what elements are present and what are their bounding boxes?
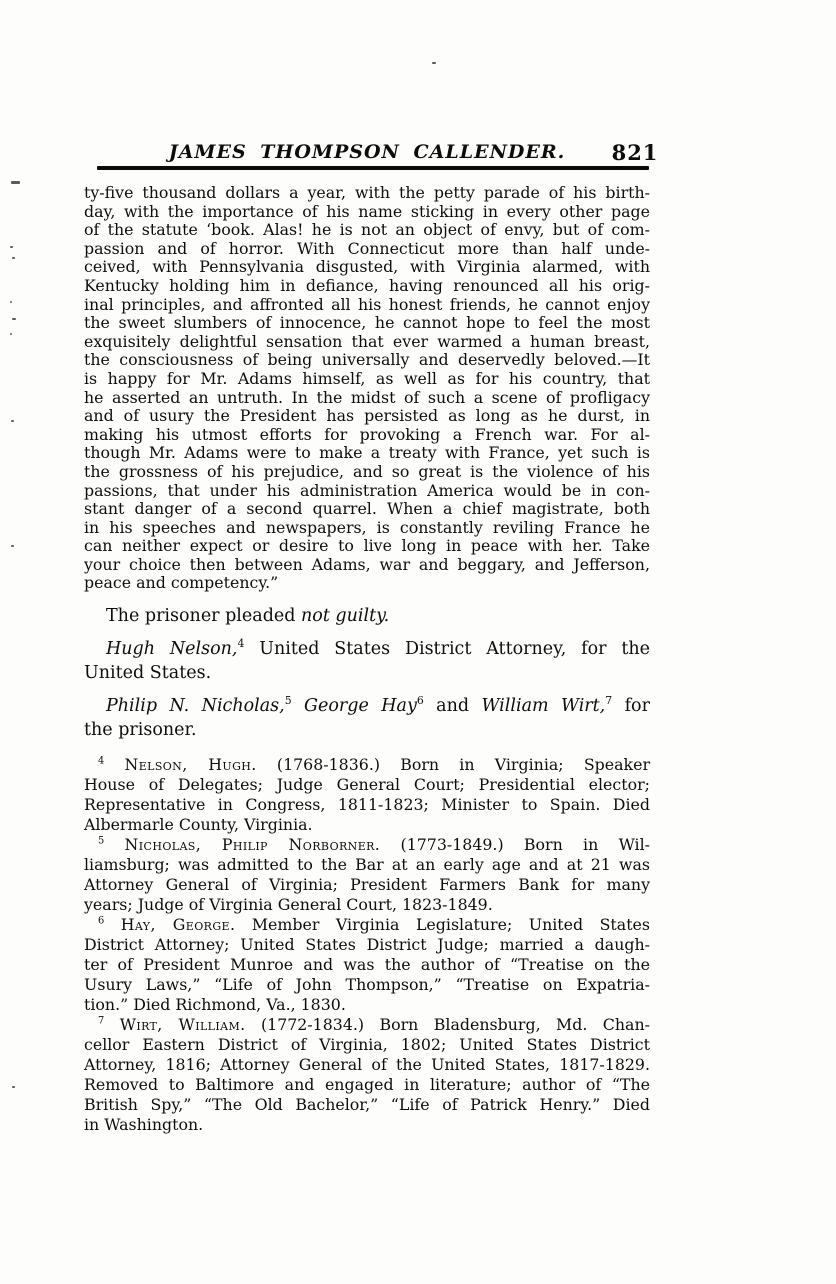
text-segment: Albermarle County, Virginia. [84,815,313,834]
footnote-line [84,1015,650,1035]
quote-line [84,482,650,501]
page-number: 821 [611,140,659,165]
footnote [84,835,650,915]
text-segment: and of usury the President has persisted as long as he durst, in [84,406,650,426]
italic-text: Philip N. Nicholas, [106,696,285,716]
quote-line [84,574,650,593]
quote-line [84,277,650,296]
text-segment: Attorney, 1816; Attorney General of the United States, 1817-1829. [84,1055,650,1074]
quote-line [84,407,650,426]
quote-line [84,500,650,519]
text-segment: ceived, with Pennsylvania disgusted, with Virginia alarmed, with [84,257,650,277]
text-segment: United States. [84,663,212,683]
scan-artifact [10,246,13,248]
scan-artifact [12,257,15,259]
text-segment: the sweet slumbers of innocence, he cannot hope to feel the most [84,313,650,333]
text-segment: exquisitely delightful sensation that ever warmed a human breast, [84,331,650,351]
text-segment: Member Virginia Legislature; United States [235,915,650,934]
footnote-line [84,855,650,875]
text-segment: though Mr. Adams were to make a treaty with France, yet such is [84,443,650,463]
text-segment: cellor Eastern District of Virginia, 1802; United States District [84,1035,650,1054]
footnote-line [84,875,650,895]
text-segment [104,1015,119,1034]
footnote [84,755,650,835]
text-segment: Kentucky holding him in defiance, having renounced all his orig- [84,275,650,295]
text-segment: inal principles, and affronted all his honest friends, he cannot enjoy [84,294,650,314]
text-segment: (1768-1836.) Born in Virginia; Speaker [256,755,650,774]
footnote-line [84,1075,650,1095]
text-segment: your choice then between Adams, war and beggary, and Jefferson, [84,554,650,574]
paragraph-line [84,694,650,718]
page-header [84,141,650,167]
text-segment: Usury Laws,” “Life of John Thompson,” “Treatise on Expatria- [84,975,650,994]
quote-line [84,333,650,352]
footnote-line [84,935,650,955]
footnote-ref: 4 [98,755,105,767]
text-segment: ty-five thousand dollars a year, with the petty parade of his birth- [84,183,650,202]
footnote [84,1015,650,1135]
footnote-ref: 6 [416,694,424,708]
text-segment: ter of President Munroe and was the author of “Treatise on the [84,955,650,974]
italic-text: George Hay [304,696,417,716]
italic-text: Hugh Nelson, [106,639,238,659]
scan-artifact [432,62,436,64]
quote-line [84,444,650,463]
text-segment: stant danger of a second quarrel. When a chief magistrate, both [84,499,650,519]
text-segment: years; Judge of Virginia General Court, 1823-1849. [84,895,493,914]
footnote-line [84,915,650,935]
footnote-line [84,835,650,855]
footnote-line [84,955,650,975]
paragraph [84,604,650,628]
text-segment: tion.” Died Richmond, Va., 1830. [84,995,346,1014]
text-segment: making his utmost efforts for provoking a French war. For al- [84,424,650,444]
quote-line [84,519,650,538]
text-segment: the consciousness of being universally and deservedly beloved.—It [84,350,650,370]
text-segment: the prisoner. [84,720,197,740]
paragraph-line [84,604,650,628]
quote-line [84,351,650,370]
footnote-ref: 4 [237,637,245,651]
quote-line [84,240,650,259]
text-segment [104,755,124,774]
footnote-line [84,995,650,1015]
scan-artifact [11,420,14,422]
scan-artifact [11,181,20,184]
footnote-line [84,1035,650,1055]
quote-line [84,370,650,389]
scan-artifact [10,301,12,303]
quote-line [84,556,650,575]
footnote-ref: 5 [284,694,292,708]
quote-line [84,389,650,408]
text-segment: passions, that under his administration America would be in con- [84,480,650,500]
scan-artifact [10,333,12,335]
quote-line [84,203,650,222]
footnote-ref: 6 [98,915,105,927]
text-segment: in Washington. [84,1115,204,1134]
text-segment: the grossness of his prejudice, and so great is the violence of his [84,461,650,481]
scan-artifact [12,1086,15,1088]
text-segment: Attorney General of Virginia; President Farmers Bank for many [84,875,650,894]
quote-line [84,426,650,445]
text-segment: of the statute ‘book. Alas! he is not an object of envy, but of com- [84,220,650,240]
quote-line [84,184,650,203]
quote-line [84,314,650,333]
plea-and-counsel-section [84,604,650,751]
footnote-line [84,895,650,915]
text-segment: liamsburg; was admitted to the Bar at an early age and at 21 was [84,855,650,874]
text-segment: is happy for Mr. Adams himself, as well as for his country, that [84,368,650,388]
quote-line [84,537,650,556]
smallcaps-name: Nelson, Hugh. [124,755,257,774]
quote-line [84,221,650,240]
scan-artifact [12,318,16,320]
paragraph-line [84,637,650,661]
text-segment: for [612,696,650,716]
paragraph-line [84,718,650,742]
footnote-line [84,775,650,795]
smallcaps-name: Wirt, William. [119,1015,246,1034]
text-segment: Representative in Congress, 1811-1823; Minister to Spain. Died [84,795,650,814]
running-title: JAMES THOMPSON CALLENDER. [168,141,566,163]
smallcaps-name: Hay, George. [120,915,236,934]
footnote-line [84,755,650,775]
text-segment: and [423,696,482,716]
text-segment: passion and of horror. With Connecticut more than half unde- [84,238,650,258]
footnote-line [84,975,650,995]
quote-line [84,463,650,482]
smallcaps-name: Nicholas, Philip Norborner. [124,835,381,854]
footnote-ref: 7 [98,1015,105,1027]
quote-line [84,296,650,315]
text-segment [104,835,124,854]
text-segment: peace and competency.” [84,573,279,593]
footnote-line [84,1115,650,1135]
footnote-ref: 5 [98,835,105,847]
text-segment: he asserted an untruth. In the midst of such a scene of profligacy [84,387,650,407]
paragraph [84,637,650,685]
text-segment: The prisoner pleaded [106,606,302,626]
quote-line [84,258,650,277]
text-segment: District Attorney; United States District Judge; married a daugh- [84,935,650,954]
footnote-line [84,1055,650,1075]
footnote-line [84,795,650,815]
text-segment: United States District Attorney, for the [244,639,650,659]
text-segment: can neither expect or desire to live long in peace with her. Take [84,536,650,556]
footnotes-section [84,755,650,1135]
footnote-line [84,815,650,835]
text-segment: Removed to Baltimore and engaged in literature; author of “The [84,1075,650,1094]
paragraph-line [84,661,650,685]
scan-artifact [11,545,14,547]
footnote-ref: 7 [605,694,613,708]
italic-text: not guilty. [301,606,390,626]
text-segment: (1773-1849.) Born in Wil- [380,835,650,854]
italic-text: William Wirt, [481,696,606,716]
text-segment [104,915,121,934]
text-segment: British Spy,” “The Old Bachelor,” “Life of Patrick Henry.” Died [84,1095,650,1114]
text-segment: (1772-1834.) Born Bladensburg, Md. Chan- [245,1015,650,1034]
text-segment: in his speeches and newspapers, is constantly reviling France he [84,517,650,537]
footnote [84,915,650,1015]
footnote-line [84,1095,650,1115]
text-segment: day, with the importance of his name sticking in every other page [84,201,650,221]
text-segment [292,696,304,716]
text-segment: House of Delegates; Judge General Court; Presidential elector; [84,775,650,794]
header-rule [97,166,649,170]
quoted-passage [84,184,650,593]
paragraph [84,694,650,742]
